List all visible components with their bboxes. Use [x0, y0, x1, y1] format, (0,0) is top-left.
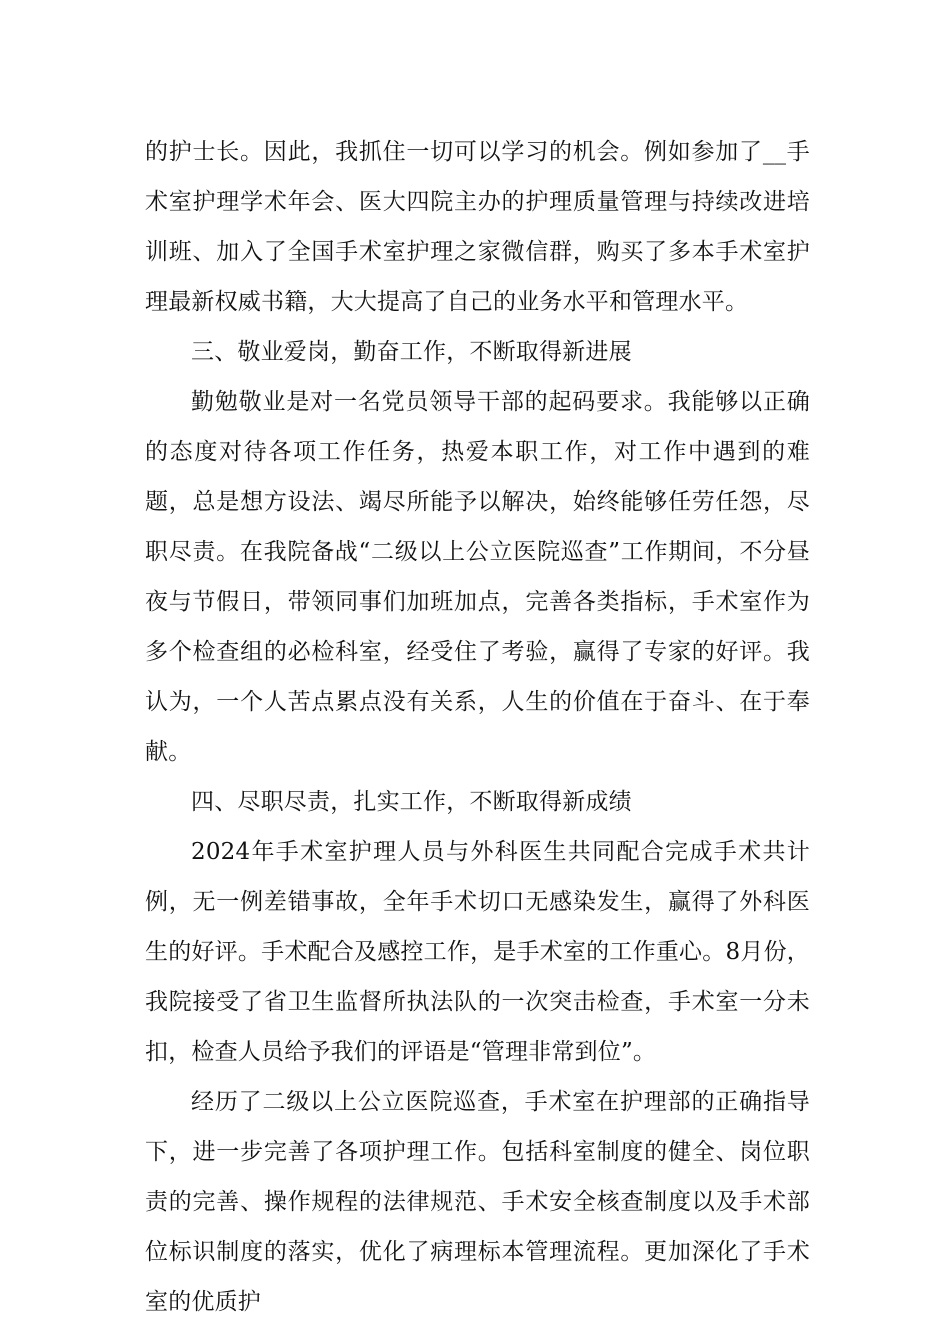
section-heading-4: 四、尽职尽责，扎实工作，不断取得新成绩: [191, 789, 632, 815]
document-page: [145, 127, 810, 1327]
section-heading-3: 三、敬业爱岗，勤奋工作，不断取得新进展: [191, 339, 632, 365]
paragraph-inspection: 经历了二级以上公立医院巡查，手术室在护理部的正确指导下，进一步完善了各项护理工作。包括科室制度的健全、岗位职责的完善、操作规程的法律规范、手术安全核查制度以及手术部位标识制度的落实，优化了病理标本管理流程。更加深化了手术室的优质护: [145, 1089, 810, 1315]
paragraph-surgery-stats: 2024年手术室护理人员与外科医生共同配合完成手术共计例，无一例差错事故，全年手术切口无感染发生，赢得了外科医生的好评。手术配合及感控工作，是手术室的工作重心。8月份，我院接受了省卫生监督所执法队的一次突击检查，手术室一分未扣，检查人员给予我们的评语是“管理非常到位”。: [145, 839, 810, 1065]
paragraph-dedication: 勤勉敬业是对一名党员领导干部的起码要求。我能够以正确的态度对待各项工作任务，热爱本职工作，对工作中遇到的难题，总是想方设法、竭尽所能予以解决，始终能够任劳任怨，尽职尽责。在我院备战“二级以上公立医院巡查”工作期间，不分昼夜与节假日，带领同事们加班加点，完善各类指标，手术室作为多个检查组的必检科室，经受住了考验，赢得了专家的好评。我认为，一个人苦点累点没有关系，人生的价值在于奋斗、在于奉献。: [145, 389, 810, 765]
paragraph-continuation: 的护士长。因此，我抓住一切可以学习的机会。例如参加了__手术室护理学术年会、医大四院主办的护理质量管理与持续改进培训班、加入了全国手术室护理之家微信群，购买了多本手术室护理最新权威书籍，大大提高了自己的业务水平和管理水平。: [145, 139, 810, 315]
